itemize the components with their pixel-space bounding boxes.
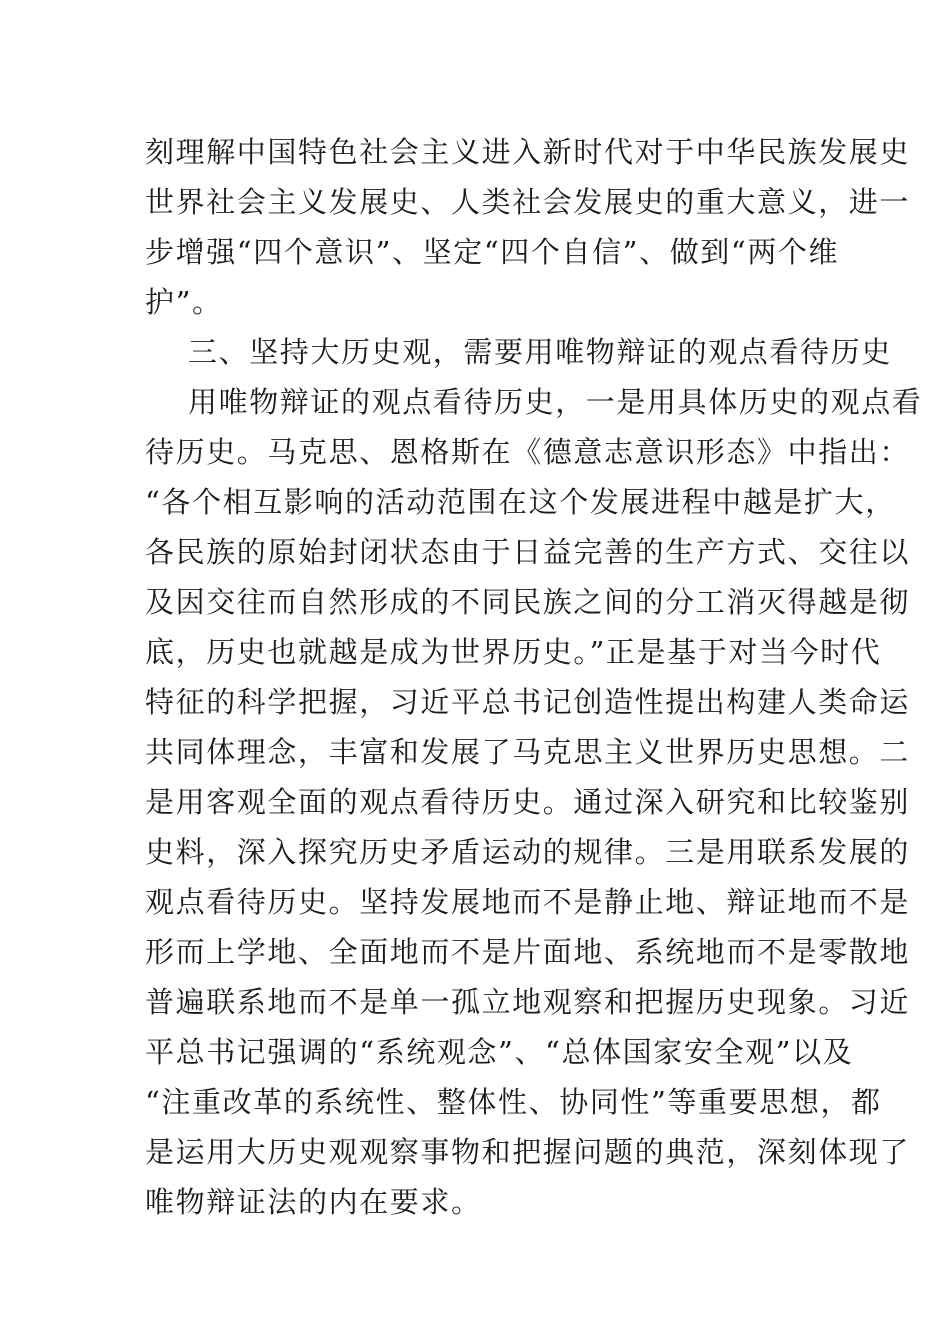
text-line-2: 世界社会主义发展史、人类社会发展史的重大意义，进一 — [145, 185, 911, 219]
text-line-13: 共同体理念，丰富和发展了马克思主义世界历史思想。二 — [145, 735, 911, 769]
text-line-22: 唯物辩证法的内在要求。 — [145, 1185, 482, 1219]
text-line-9: 各民族的原始封闭状态由于日益完善的生产方式、交往以 — [145, 535, 911, 569]
text-line-14: 是用客观全面的观点看待历史。通过深入研究和比较鉴别 — [145, 785, 911, 819]
text-line-16: 观点看待历史。坚持发展地而不是静止地、辩证地而不是 — [145, 885, 911, 919]
text-line-18: 普遍联系地而不是单一孤立地观察和把握历史现象。习近 — [145, 985, 911, 1019]
text-line-6: 用唯物辩证的观点看待历史，一是用具体历史的观点看 — [188, 385, 923, 419]
section-heading: 三、坚持大历史观，需要用唯物辩证的观点看待历史 — [188, 335, 892, 369]
text-line-19: 平总书记强调的“系统观念”、“总体国家安全观”以及 — [145, 1035, 854, 1069]
text-line-1: 刻理解中国特色社会主义进入新时代对于中华民族发展史 — [145, 135, 911, 169]
text-line-4: 护”。 — [145, 285, 223, 319]
text-line-11: 底，历史也就越是成为世界历史。”正是基于对当今时代 — [145, 635, 882, 669]
text-line-15: 史料，深入探究历史矛盾运动的规律。三是用联系发展的 — [145, 835, 911, 869]
text-line-12: 特征的科学把握，习近平总书记创造性提出构建人类命运 — [145, 685, 911, 719]
text-line-7: 待历史。马克思、恩格斯在《德意志意识形态》中指出： — [145, 435, 911, 469]
text-line-21: 是运用大历史观观察事物和把握问题的典范，深刻体现了 — [145, 1135, 911, 1169]
text-line-3: 步增强“四个意识”、坚定“四个自信”、做到“两个维 — [145, 235, 840, 269]
text-line-17: 形而上学地、全面地而不是片面地、系统地而不是零散地 — [145, 935, 911, 969]
text-line-10: 及因交往而自然形成的不同民族之间的分工消灭得越是彻 — [145, 585, 911, 619]
text-line-20: “注重改革的系统性、整体性、协同性”等重要思想，都 — [145, 1085, 882, 1119]
text-line-8: “各个相互影响的活动范围在这个发展进程中越是扩大， — [145, 485, 896, 519]
